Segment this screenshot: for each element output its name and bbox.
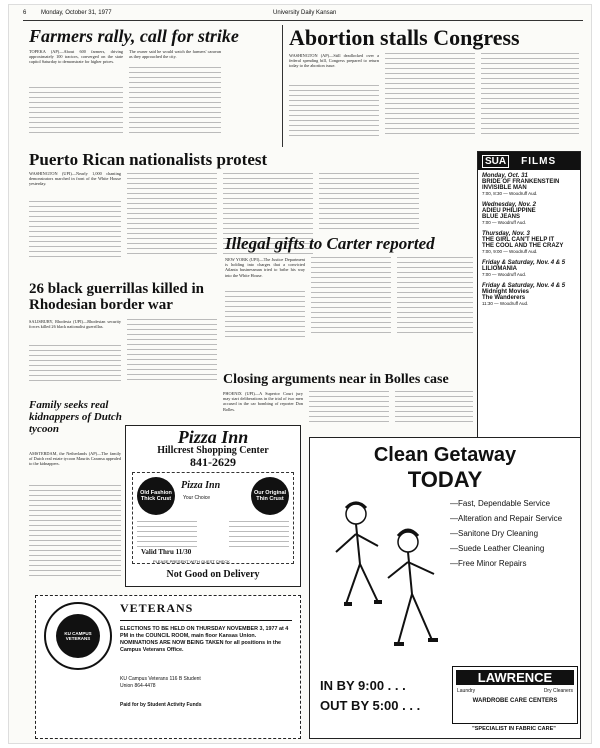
illegal-lines-1 <box>225 291 305 341</box>
lawrence-brand: LAWRENCE <box>456 670 574 685</box>
veterans-address: KU Campus Veterans 116 B Student Union 864-4478 <box>120 676 201 689</box>
farmers-body-col1: TOPEKA (AP)—About 600 farmers, driving approximately 100 tractors, converged on the state capitol Saturday to demonstrate for higher prices. <box>29 49 123 65</box>
service-item: —Free Minor Repairs <box>450 559 527 568</box>
hours-in: IN BY 9:00 . . . <box>320 678 406 693</box>
veterans-ad <box>35 595 301 739</box>
abortion-text-lines-2 <box>385 53 475 138</box>
veterans-title: VETERANS <box>120 601 194 615</box>
hours-out: OUT BY 5:00 . . . <box>320 698 421 713</box>
puerto-lines-2 <box>127 173 217 258</box>
veterans-election-notice: ELECTIONS TO BE HELD ON THURSDAY NOVEMBER 3, 1977 at 4 PM in the COUNCIL ROOM, main floor Kansas Union. NOMINATIONS ARE NOW BEING TAKEN for all positions in the Campus Veterans Office. <box>120 626 289 653</box>
illegal-lines-3 <box>397 257 473 337</box>
pizza-location: Hillcrest Shopping Center <box>157 445 269 456</box>
cleaners-title-2: TODAY <box>407 467 483 492</box>
service-item: —Alteration and Repair Service <box>450 514 563 523</box>
page-number: 6 <box>23 10 27 16</box>
veterans-rule <box>120 620 292 621</box>
film-listing: Friday & Saturday, Nov. 4 & 5 LILIOMANIA 7:00 — Woodruff Aud. <box>482 260 566 277</box>
farmers-text-lines <box>29 87 123 137</box>
seal-text: KU CAMPUS VETERANS <box>56 614 100 658</box>
film-listing: Friday & Saturday, Nov. 4 & 5 Midnight Movies The Wanderers 11:30 — Woodruff Aud. <box>482 283 566 306</box>
abortion-body-col1: WASHINGTON (AP)—Still deadlocked over a federal spending bill, Congress prepared to return today to the abortion issue. <box>289 53 379 69</box>
service-item: —Sanitone Dry Cleaning <box>450 529 539 538</box>
illegal-lines-2 <box>311 257 391 337</box>
issue-date: Monday, October 31, 1977 <box>41 10 112 16</box>
newspaper-page <box>8 4 592 744</box>
service-item: —Fast, Dependable Service <box>450 499 551 508</box>
pizza-footer: Not Good on Delivery <box>166 569 260 580</box>
puerto-body: WASHINGTON (UPI)—Nearly 1,000 chanting demonstrators marched in front of the White House yesterday. <box>29 171 121 187</box>
coupon-valid: Valid Thru 11/30 <box>141 548 192 556</box>
tycoon-body: AMSTERDAM, the Netherlands (AP)—The family of Dutch real estate tycoon Maurits Caransa appealed to the kidnappers. <box>29 451 121 467</box>
film-listing: Monday, Oct. 31 BRIDE OF FRANKENSTEIN INVISIBLE MAN 7:00, 8:30 — Woodruff Aud. <box>482 173 560 196</box>
sua-films-ad <box>477 151 581 445</box>
illegal-gifts-body: NEW YORK (UPI)—The Justice Department is holding into charges that a convicted Atlanta businessman tried to bribe his way into the White House. <box>225 257 305 278</box>
coupon-note: PLEASE PRESENT WITH GUEST CHECK <box>153 559 230 564</box>
rhodesia-lines-1 <box>29 345 121 385</box>
tycoon-lines <box>29 485 121 580</box>
illegal-gifts-headline: Illegal gifts to Carter reported <box>225 234 435 253</box>
film-listing: Wednesday, Nov. 2 ADIEU PHILIPPINE BLUE JEANS 7:00 — Woodruff Aud. <box>482 202 537 225</box>
column-rule <box>282 25 283 147</box>
film-listing: Thursday, Nov. 3 THE GIRL CAN'T HELP IT THE COOL AND THE CRAZY 7:00, 9:00 — Woodruff Aud. <box>482 231 564 254</box>
farmers-text-lines-2 <box>129 67 221 137</box>
paper-name: University Daily Kansan <box>273 10 337 16</box>
puerto-lines-1 <box>29 201 121 261</box>
services-list <box>450 496 576 571</box>
lawrence-logo-box <box>452 666 578 724</box>
rhodesia-lines-2 <box>127 319 217 384</box>
service-item: —Suede Leather Cleaning <box>450 544 545 553</box>
sua-logo: SUA <box>482 155 509 168</box>
coupon-text-lines-left <box>137 521 197 551</box>
tycoon-headline: Family seeks real kidnappers of Dutch tycoon <box>29 399 122 435</box>
masthead <box>23 10 583 21</box>
films-header <box>478 152 580 170</box>
coupon-brand: Pizza Inn <box>181 480 221 491</box>
abortion-headline: Abortion stalls Congress <box>289 25 520 50</box>
cleaners-title-1: Clean Getaway <box>373 444 517 466</box>
pizza-brand: Pizza Inn <box>177 427 249 447</box>
rhodesia-body: SALISBURY, Rhodesia (UPI)—Rhodesian security forces killed 26 black nationalist guerrillas. <box>29 319 121 330</box>
abortion-text-lines-3 <box>481 53 579 138</box>
lawrence-tags: Laundry Dry Cleaners <box>457 688 573 694</box>
coupon-choice: Your Choice <box>183 495 211 501</box>
abortion-text-lines <box>289 85 379 140</box>
bolles-headline: Closing arguments near in Bolles case <box>223 372 449 387</box>
thick-crust-badge: Old Fashion Thick Crust <box>137 477 175 515</box>
rhodesia-headline: 26 black guerrillas killed in Rhodesian border war <box>29 281 205 313</box>
pizza-coupon[interactable] <box>132 472 294 564</box>
pizza-phone: 841-2629 <box>190 455 236 469</box>
puerto-headline: Puerto Rican nationalists protest <box>29 150 268 169</box>
bolles-lines-1 <box>309 391 389 426</box>
farmers-body-col2: The owner said he would watch the farmers' caravan as they approached the city. <box>129 49 221 60</box>
farmers-headline: Farmers rally, call for strike <box>29 26 239 46</box>
bolles-lines-2 <box>395 391 473 426</box>
films-title: FILMS <box>521 155 557 167</box>
campus-veterans-seal <box>44 602 112 670</box>
bolles-body: PHOENIX (UPI)—A Superior Court jury may start deliberations in the trial of two men accused in the car bombing of reporter Don Bolles. <box>223 391 303 412</box>
pizza-inn-ad <box>125 425 301 587</box>
veterans-paid-by: Paid for by Student Activity Funds <box>120 702 202 708</box>
running-figures-illustration <box>316 494 446 674</box>
thin-crust-badge: Our Original Thin Crust <box>251 477 289 515</box>
wardrobe-centers: WARDROBE CARE CENTERS <box>472 698 558 704</box>
coupon-text-lines-right <box>229 521 289 551</box>
clean-getaway-ad <box>309 437 581 739</box>
puerto-lines-4 <box>319 173 419 233</box>
cleaners-tagline: "SPECIALIST IN FABRIC CARE" <box>472 726 556 732</box>
